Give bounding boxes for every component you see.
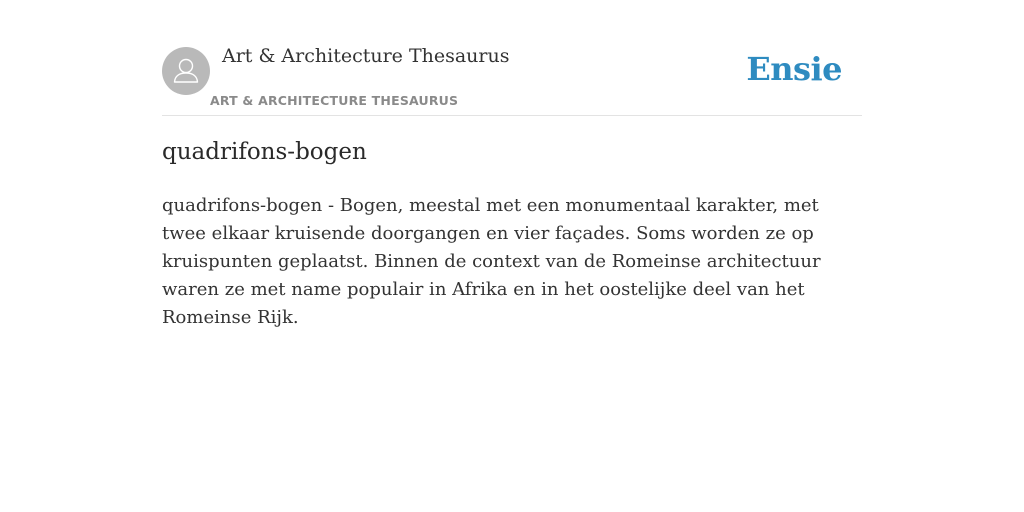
site-title[interactable]: Art & Architecture Thesaurus	[222, 45, 510, 67]
user-avatar-icon[interactable]	[162, 47, 210, 95]
entry-definition: quadrifons-bogen - Bogen, meestal met een monumentaal karakter, met twee elkaar kruisende doorgangen en vier façades. Soms worden ze op kruispunten geplaatst. Binnen de context van de Romeinse architectuur waren ze met name populair in Afrika en in het oostelijke deel van het Romeinse Rijk.	[162, 195, 821, 328]
entry-title: quadrifons-bogen	[162, 139, 367, 165]
site-subtitle[interactable]: ART & ARCHITECTURE THESAURUS	[210, 93, 459, 108]
site-header	[162, 0, 862, 116]
page-container	[162, 0, 862, 328]
ensie-logo[interactable]: Ensie	[746, 50, 842, 88]
